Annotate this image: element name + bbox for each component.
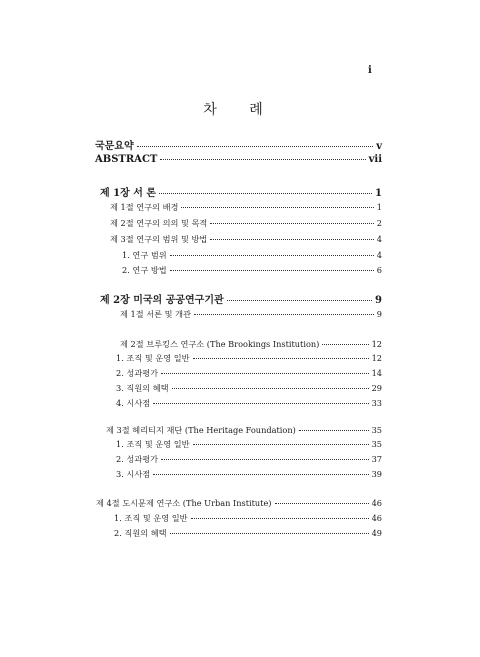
toc-entry-label: 제 2절 브루킹스 연구소 (The Brookings Institution): [120, 339, 320, 349]
toc-entry-page: 35: [371, 425, 382, 435]
toc-entry-page: 6: [376, 265, 382, 275]
leader-dots: [170, 533, 369, 534]
leader-dots: [193, 444, 369, 445]
toc-entry-page: vii: [368, 154, 382, 165]
toc-entry-label: 제 2장 미국의 공공연구기관: [100, 295, 224, 306]
toc-entry[interactable]: [116, 454, 382, 465]
toc-entry-label: 4. 시사점: [116, 398, 151, 408]
toc-entry[interactable]: [110, 218, 382, 229]
toc-entry[interactable]: [110, 202, 382, 213]
toc-entry-page: 4: [376, 234, 382, 244]
toc-entry-page: 35: [371, 439, 382, 449]
leader-dots: [159, 193, 372, 194]
toc-entry[interactable]: [122, 265, 382, 276]
toc-entry-page: v: [376, 141, 382, 152]
toc-entry-label: ABSTRACT: [95, 154, 158, 165]
toc-entry[interactable]: [110, 234, 382, 245]
toc-entry-page: 46: [371, 513, 382, 523]
toc-entry-page: 4: [376, 250, 382, 260]
toc-entry-label: 제 1장 서 론: [100, 188, 157, 199]
toc-entry[interactable]: [120, 339, 382, 350]
leader-dots: [172, 388, 369, 389]
leader-dots: [227, 300, 372, 301]
toc-entry-page: 2: [376, 218, 382, 228]
toc-entry-label: 1. 조직 및 운영 일반: [114, 513, 188, 523]
toc-entry[interactable]: [122, 250, 382, 261]
toc-entry-page: 39: [371, 469, 382, 479]
toc-entry-page: 14: [371, 368, 382, 378]
leader-dots: [299, 430, 369, 431]
page-number: i: [368, 65, 372, 76]
toc-entry-label: 제 2절 연구의 의의 및 목적: [110, 218, 208, 228]
toc-entry-page: 46: [371, 498, 382, 508]
toc-entry-label: 2. 연구 방법: [122, 265, 167, 275]
toc-entry-page: 9: [376, 309, 382, 319]
toc-entry[interactable]: [116, 469, 382, 480]
leader-dots: [275, 503, 369, 504]
leader-dots: [153, 474, 368, 475]
toc-entry-label: 제 4절 도시문제 연구소 (The Urban Institute): [96, 498, 272, 508]
toc-entry-label: 제 3절 헤리티지 재단 (The Heritage Foundation): [106, 425, 296, 435]
toc-entry-page: 37: [371, 454, 382, 464]
leader-dots: [160, 159, 365, 160]
toc-entry-page: 1: [375, 188, 382, 199]
toc-entry-label: 1. 조직 및 운영 일반: [116, 439, 190, 449]
toc-entry[interactable]: [116, 398, 382, 409]
toc-entry-label: 2. 성과평가: [116, 454, 159, 464]
toc-entry[interactable]: [100, 184, 382, 199]
toc-entry-label: 제 1절 서론 및 개관: [120, 309, 191, 319]
toc-entry-page: 12: [371, 339, 382, 349]
leader-dots: [170, 270, 374, 271]
leader-dots: [137, 146, 374, 147]
leader-dots: [210, 223, 373, 224]
toc-entry-label: 제 3절 연구의 범위 및 방법: [110, 234, 208, 244]
leader-dots: [193, 358, 369, 359]
leader-dots: [153, 403, 368, 404]
leader-dots: [191, 518, 369, 519]
toc-entry[interactable]: [96, 498, 382, 509]
toc-entry[interactable]: [114, 513, 382, 524]
toc-entry-label: 3. 직원의 혜택: [116, 383, 169, 393]
toc-title: 차 례: [203, 102, 277, 118]
toc-entry-label: 2. 직원의 혜택: [114, 528, 167, 538]
leader-dots: [322, 344, 368, 345]
toc-entry[interactable]: [106, 425, 382, 436]
toc-entry-page: 29: [371, 383, 382, 393]
toc-entry[interactable]: [95, 137, 382, 152]
toc-entry[interactable]: [100, 291, 382, 306]
leader-dots: [210, 239, 373, 240]
toc-entry-label: 국문요약: [95, 141, 134, 152]
toc-entry[interactable]: [120, 309, 382, 320]
toc-entry-label: 1. 조직 및 운영 일반: [116, 353, 190, 363]
leader-dots: [161, 459, 369, 460]
toc-entry[interactable]: [95, 154, 382, 165]
toc-entry[interactable]: [114, 528, 382, 539]
toc-entry-page: 9: [375, 295, 382, 306]
toc-entry-page: 1: [376, 202, 382, 212]
toc-entry-label: 1. 연구 범위: [122, 250, 167, 260]
toc-entry[interactable]: [116, 368, 382, 379]
toc-entry-label: 3. 시사점: [116, 469, 151, 479]
toc-entry-page: 12: [371, 353, 382, 363]
leader-dots: [194, 314, 374, 315]
leader-dots: [170, 255, 374, 256]
toc-entry[interactable]: [116, 353, 382, 364]
toc-entry-page: 49: [371, 528, 382, 538]
toc-entry-label: 제 1절 연구의 배경: [110, 202, 179, 212]
toc-entry[interactable]: [116, 383, 382, 394]
leader-dots: [161, 373, 369, 374]
toc-entry-label: 2. 성과평가: [116, 368, 159, 378]
toc-entry-page: 33: [371, 398, 382, 408]
leader-dots: [181, 207, 373, 208]
toc-entry[interactable]: [116, 439, 382, 450]
